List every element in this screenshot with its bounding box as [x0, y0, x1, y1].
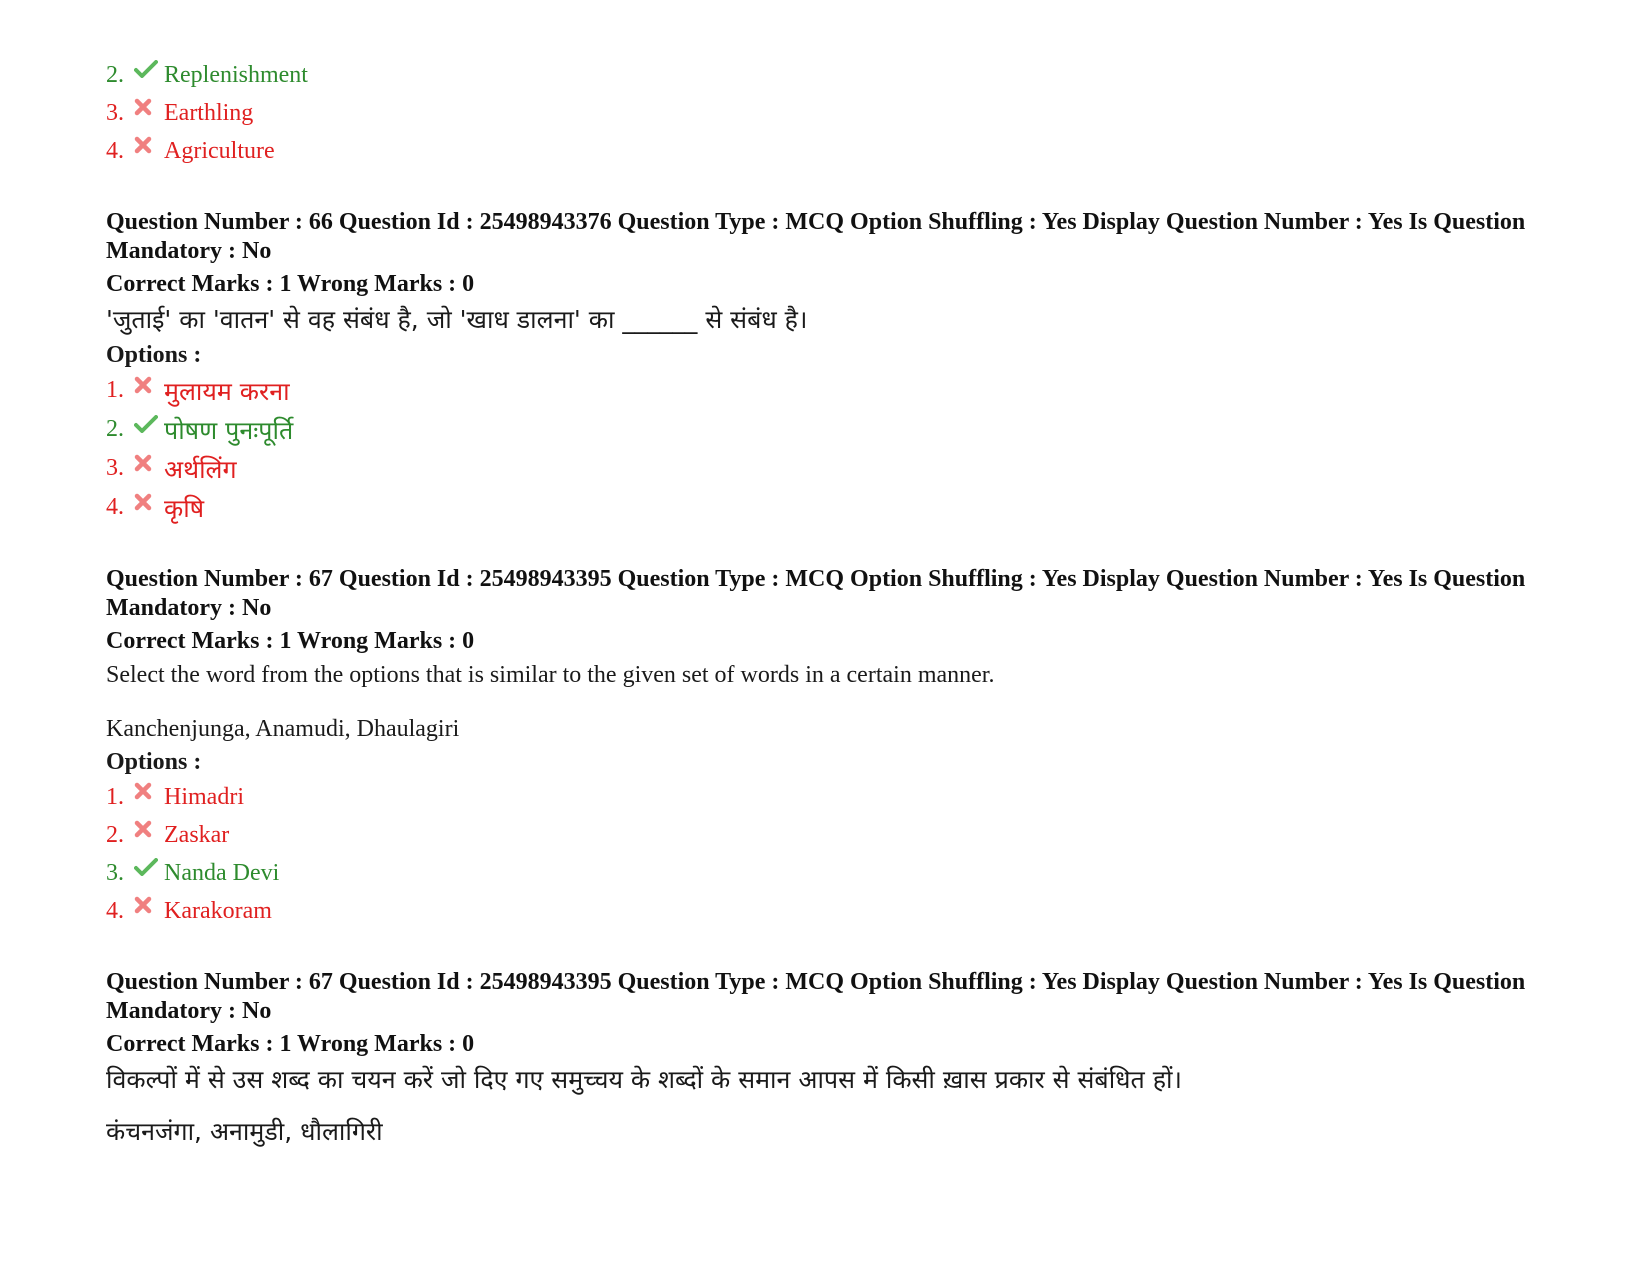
check-icon [134, 60, 164, 78]
option-number: 1. [106, 377, 124, 403]
question-word-set: Kanchenjunga, Anamudi, Dhaulagiri [106, 716, 460, 742]
option-number: 2. [106, 821, 124, 848]
option-text: Agriculture [164, 137, 275, 164]
option-item [106, 778, 1546, 816]
question-text: Select the word from the options that is similar to the given set of words in a certain manner. [106, 662, 995, 688]
option-number: 2. [106, 416, 124, 442]
option-number: 3. [106, 99, 124, 126]
option-number: 3. [106, 455, 124, 481]
options-label: Options : [106, 342, 202, 368]
option-item [106, 371, 1546, 410]
question-text: 'जुताई' का 'वातन' से वह संबंध है, जो 'खाध डालना' का ______ से संबंध है। [106, 305, 808, 334]
option-text: Nanda Devi [164, 859, 280, 886]
option-text: पोषण पुनःपूर्ति [164, 415, 294, 445]
question-meta: Question Number : 67 Question Id : 25498943395 Question Type : MCQ Option Shuffling : Yes Display Question Number : Yes Is Question Mandatory : No [106, 969, 1526, 1024]
options-label: Options : [106, 749, 202, 775]
option-number: 2. [106, 61, 124, 88]
option-number: 4. [106, 137, 124, 164]
question-block-66 [106, 208, 1546, 527]
option-item [106, 56, 1546, 94]
cross-icon [134, 896, 164, 914]
question-meta: Question Number : 66 Question Id : 25498943376 Question Type : MCQ Option Shuffling : Yes Display Question Number : Yes Is Question Mandatory : No [106, 209, 1526, 264]
cross-icon [134, 376, 164, 394]
option-text: Himadri [164, 783, 244, 810]
option-text: मुलायम करना [164, 376, 290, 406]
option-text: Zaskar [164, 821, 230, 848]
question-block-67-hi [106, 968, 1546, 1149]
answer-key-page [106, 56, 1546, 1149]
option-item [106, 892, 1546, 930]
option-item [106, 449, 1546, 488]
option-number: 4. [106, 897, 124, 924]
question-block-67-en [106, 565, 1546, 930]
option-item [106, 94, 1546, 132]
option-text: Earthling [164, 99, 254, 126]
cross-icon [134, 493, 164, 511]
option-text: Replenishment [164, 61, 308, 88]
check-icon [134, 415, 164, 433]
option-text: कृषि [164, 493, 205, 523]
option-number: 1. [106, 783, 124, 810]
question-word-set: कंचनजंगा, अनामुडी, धौलागिरी [106, 1117, 383, 1146]
option-number: 4. [106, 494, 124, 520]
cross-icon [134, 454, 164, 472]
question-meta: Question Number : 67 Question Id : 25498943395 Question Type : MCQ Option Shuffling : Yes Display Question Number : Yes Is Question Mandatory : No [106, 566, 1526, 621]
question-marks: Correct Marks : 1 Wrong Marks : 0 [106, 1031, 475, 1057]
option-text: अर्थलिंग [164, 454, 237, 484]
cross-icon [134, 98, 164, 116]
cross-icon [134, 820, 164, 838]
option-item [106, 488, 1546, 527]
question-text: विकल्पों में से उस शब्द का चयन करें जो दिए गए समुच्चय के शब्दों के समान आपस में किसी ख़ास प्रकार से संबंधित हों। [106, 1065, 1182, 1094]
question-marks: Correct Marks : 1 Wrong Marks : 0 [106, 271, 475, 297]
option-item [106, 132, 1546, 170]
option-item [106, 816, 1546, 854]
option-text: Karakoram [164, 897, 272, 924]
question-marks: Correct Marks : 1 Wrong Marks : 0 [106, 628, 475, 654]
option-item [106, 854, 1546, 892]
option-item [106, 410, 1546, 449]
cross-icon [134, 782, 164, 800]
options-list-prev [106, 56, 1546, 170]
option-number: 3. [106, 859, 124, 886]
cross-icon [134, 136, 164, 154]
check-icon [134, 858, 164, 876]
